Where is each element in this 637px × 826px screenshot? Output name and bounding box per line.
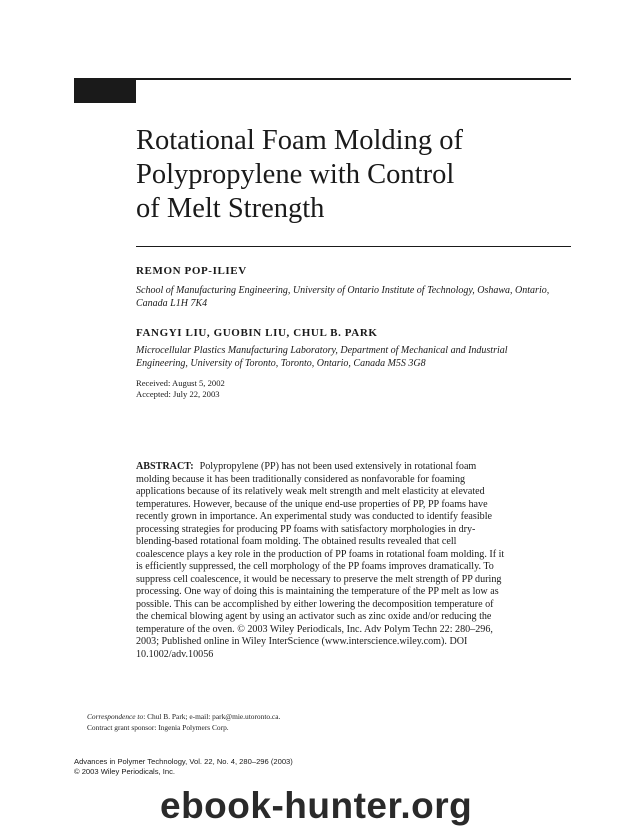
author-affiliation: Microcellular Plastics Manufacturing Laboratory, Department of Mechanical and Industrial Engineering, University of Toronto, Toronto, Ontario, Canada M5S 3G8: [136, 345, 508, 369]
dates: [136, 378, 225, 400]
watermark: ebook-hunter.org: [160, 785, 473, 826]
article-title: [136, 124, 576, 226]
received-date: Received: August 5, 2002: [136, 378, 225, 388]
author-names: FANGYI LIU, GUOBIN LIU, CHUL B. PARK: [136, 327, 378, 339]
accepted-date: Accepted: July 22, 2003: [136, 389, 220, 399]
abstract-copyright: © 2003 Wiley Periodicals, Inc. Adv Polym Techn 22: 280–296, 2003; Published online in Wiley InterScience (www.interscience.wiley.com). DOI 10.1002/adv.10056: [136, 623, 493, 660]
abstract-text: Polypropylene (PP) has not been used extensively in rotational foam molding because it has been traditionally considered as nonfavorable for foaming applications because of its relatively weak melt strength and melt elasticity at elevated temperatures. However, because of the unique end-use properties of PP, PP foams have recently grown in importance. An experimental study was conducted to identify feasible processing strategies for producing PP foams with satisfactory morphologies in dry-blending-based rotational foam molding. The obtained results revealed that cell coalescence plays a key role in the production of PP foams in rotational foam molding. If it is efficiently suppressed, the cell morphology of the PP foams improves dramatically. To suppress cell coalescence, it would be necessary to preserve the melt strength of PP during processing. One way of doing this is maintaining the temperature of the PP melt as low as possible. This can be accomplished by either lowering the decomposition temperature of the chemical blowing agent by using an activator such as zinc oxide and/or reducing the temperature of the oven.: [136, 461, 505, 635]
journal-copyright: © 2003 Wiley Periodicals, Inc.: [74, 767, 175, 776]
header-block: [74, 78, 136, 103]
title-line: Rotational Foam Molding of: [136, 125, 463, 156]
header-rule: [74, 78, 571, 80]
footnotes: [87, 711, 280, 733]
journal-citation: Advances in Polymer Technology, Vol. 22, No. 4, 280–296 (2003): [74, 757, 293, 766]
correspondence-label: Correspondence to: [87, 712, 144, 721]
title-line: of Melt Strength: [136, 193, 325, 224]
correspondence-text: : Chul B. Park; e-mail: park@mie.utoronto.ca.: [143, 712, 281, 721]
title-line: Polypropylene with Control: [136, 159, 455, 190]
author-names: REMON POP-ILIEV: [136, 265, 247, 277]
grant-sponsor: Contract grant sponsor: Ingenia Polymers Corp.: [87, 723, 229, 732]
abstract: [136, 461, 506, 661]
author-affiliation: School of Manufacturing Engineering, University of Ontario Institute of Technology, Oshawa, Ontario, Canada L1H 7K4: [136, 285, 550, 309]
title-rule: [136, 246, 571, 247]
journal-info: [74, 757, 293, 777]
abstract-label: ABSTRACT:: [136, 461, 194, 472]
